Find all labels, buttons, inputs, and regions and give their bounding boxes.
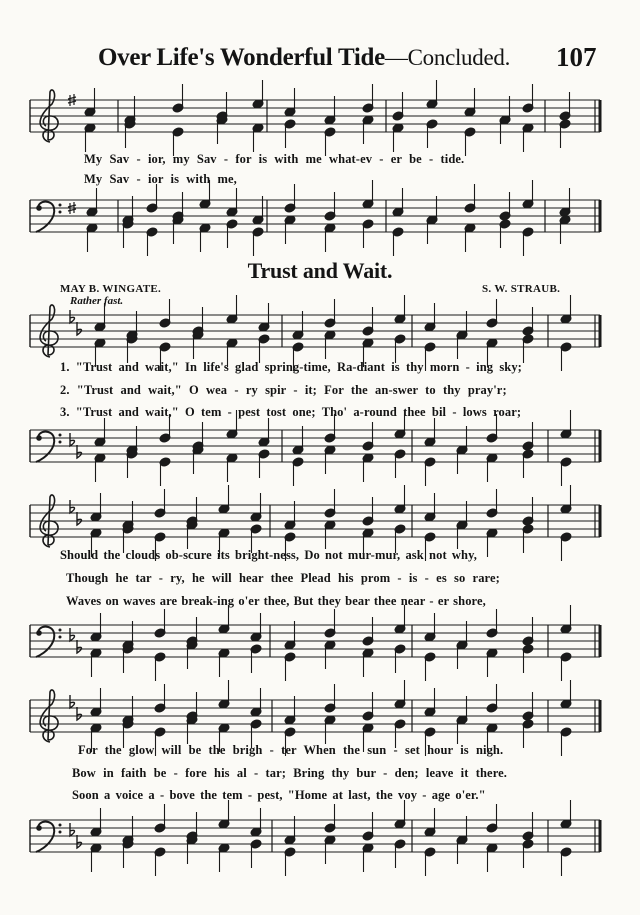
bass-clef-dot bbox=[36, 205, 42, 211]
bass-clef-dot bbox=[36, 435, 42, 441]
bass-clef-dot bbox=[59, 629, 62, 632]
bass-clef-dot bbox=[59, 824, 62, 827]
verse-line: Bow in faith be - fore his al - tar; Bring thy bur - den; leave it there. bbox=[72, 766, 507, 780]
verse-line: 1. "Trust and wait," In life's glad spring-time, Ra-diant is thy morn - ing sky; bbox=[60, 360, 522, 374]
song-title: Trust and Wait. bbox=[247, 258, 393, 283]
verse-line: 3. "Trust and wait," O tem - pest tost one; Tho' a-round thee bil - lows roar; bbox=[60, 405, 522, 419]
flat-sign bbox=[70, 823, 75, 836]
bass-clef-dot bbox=[59, 441, 62, 444]
bass-clef-dot bbox=[36, 630, 42, 636]
verse-line: For the glow will be the brigh - ter When the sun - set hour is nigh. bbox=[78, 743, 504, 757]
flat-sign bbox=[77, 322, 82, 335]
bass-clef-dot bbox=[36, 825, 42, 831]
bass-clef-dot bbox=[59, 434, 62, 437]
bass-clef-dot bbox=[59, 204, 62, 207]
concluded-lyric-line1: My Sav - ior, my Sav - for is with me what-ev - er be - tide. bbox=[84, 152, 465, 166]
verse-line: Though he tar - ry, he will hear thee Plead his prom - is - es so rare; bbox=[66, 571, 500, 585]
bass-clef-dot bbox=[59, 636, 62, 639]
flat-sign bbox=[70, 695, 75, 708]
verse-line: Waves on waves are break-ing o'er thee, But they bear thee near - er shore, bbox=[66, 594, 486, 608]
verse-line: Should the clouds ob-scure its bright-ness, Do not mur-mur, ask not why, bbox=[60, 548, 477, 562]
flat-sign bbox=[77, 835, 82, 848]
flat-sign bbox=[77, 707, 82, 720]
verse-line: Soon a voice a - bove the tem - pest, "Home at last, the voy - age o'er." bbox=[72, 788, 486, 802]
flat-sign bbox=[70, 500, 75, 513]
flat-sign bbox=[77, 640, 82, 653]
author-credit: MAY B. WINGATE. bbox=[60, 283, 162, 295]
bass-clef-dot bbox=[59, 831, 62, 834]
verse-line: 2. "Trust and wait," O wea - ry spir - it; For the an-swer to thy pray'r; bbox=[60, 383, 507, 397]
bass-clef-dot bbox=[59, 211, 62, 214]
flat-sign bbox=[77, 445, 82, 458]
flat-sign bbox=[77, 512, 82, 525]
page-number: 107 bbox=[556, 42, 597, 72]
flat-sign bbox=[70, 628, 75, 641]
title-main: Over Life's Wonderful Tide bbox=[98, 44, 385, 71]
flat-sign bbox=[70, 310, 75, 323]
composer-credit: S. W. STRAUB. bbox=[482, 283, 561, 295]
title-concluded: —Concluded. bbox=[384, 45, 511, 70]
flat-sign bbox=[70, 433, 75, 446]
tempo-marking: Rather fast. bbox=[70, 295, 124, 307]
concluded-lyric-line2: My Sav - ior is with me, bbox=[84, 172, 237, 186]
